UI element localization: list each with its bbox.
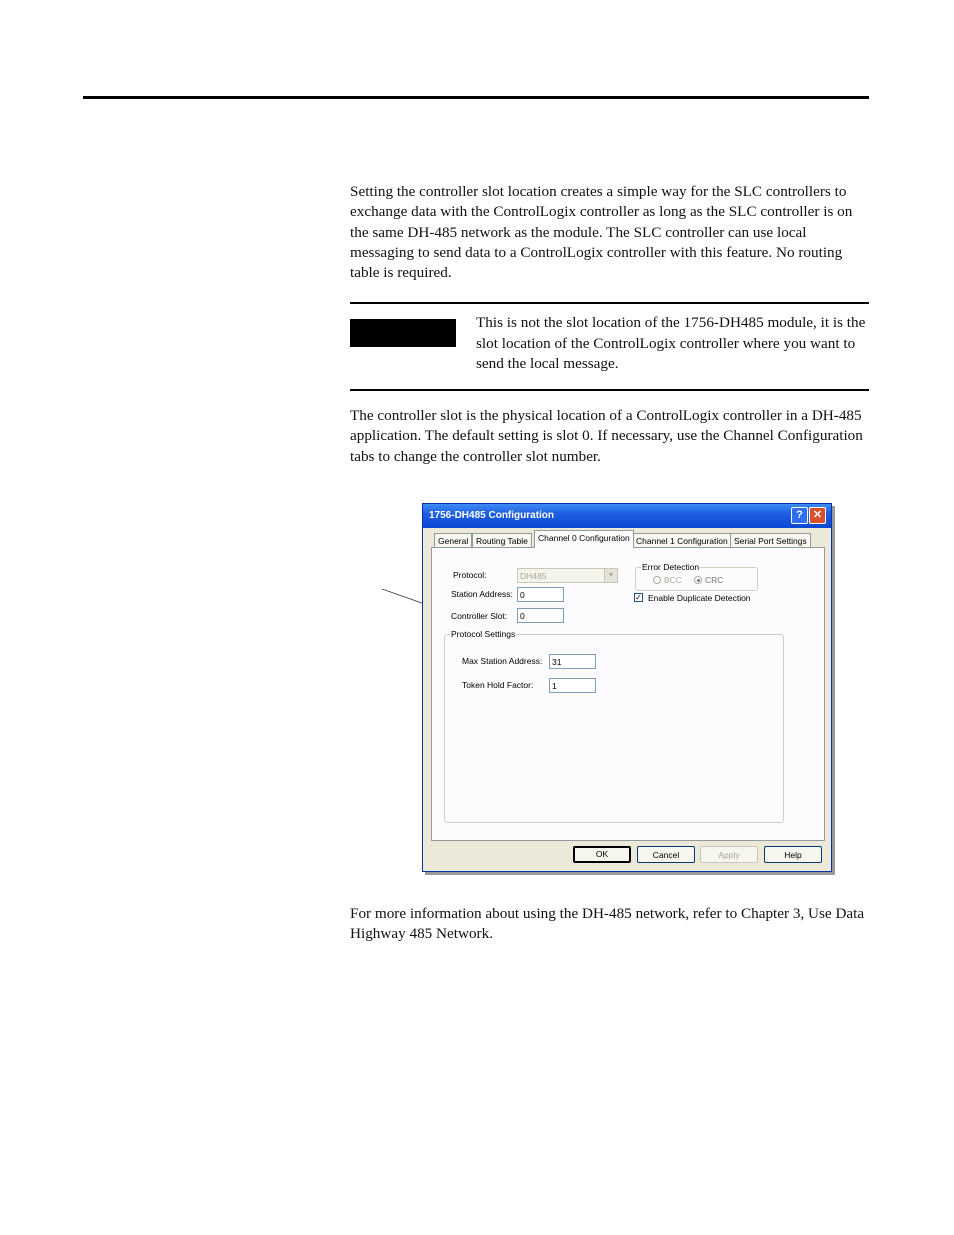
- top-rule: [83, 96, 869, 99]
- tab-routing-table[interactable]: Routing Table: [472, 533, 532, 548]
- tab-general[interactable]: General: [434, 533, 472, 548]
- controller-slot-input[interactable]: 0: [517, 608, 564, 623]
- error-detection-group: [635, 562, 758, 591]
- controller-slot-label: Controller Slot:: [451, 611, 508, 621]
- dialog-titlebar[interactable]: [423, 504, 831, 528]
- ok-button[interactable]: OK: [573, 846, 631, 863]
- max-station-label: Max Station Address:: [462, 656, 543, 666]
- tab-serial-port-settings[interactable]: Serial Port Settings: [730, 533, 811, 548]
- bcc-radio[interactable]: [653, 576, 661, 584]
- tab-channel-0-configuration[interactable]: Channel 0 Configuration: [534, 530, 634, 548]
- enable-duplicate-checkbox[interactable]: ✓: [635, 593, 642, 602]
- max-station-input[interactable]: 31: [549, 654, 596, 669]
- crc-label: CRC: [705, 575, 724, 585]
- station-address-input[interactable]: 0: [517, 587, 564, 602]
- intro-paragraph: Setting the controller slot location creates a simple way for the SLC controllers to exchange data with the ControlLogix controller as long as the SLC controller is on the same DH-485 network as the module. The SLC controller can use local messaging to send data to a ControlLogix controller with this feature. No routing table is required.: [350, 183, 853, 282]
- token-hold-input[interactable]: 1: [549, 678, 596, 693]
- chevron-down-icon[interactable]: ▼: [604, 569, 617, 582]
- bcc-label: BCC: [664, 575, 682, 585]
- important-label-box: [350, 319, 456, 347]
- more-info-paragraph: For more information about using the DH-485 network, refer to Chapter 3, Use Data Highway 485 Network.: [350, 905, 865, 943]
- slot-description-paragraph: The controller slot is the physical location of a ControlLogix controller in a DH-485 application. The default setting is slot 0. If necessary, use the Channel Configuration tabs to change the controller slot number.: [350, 407, 863, 465]
- protocol-value: DH485: [520, 571, 547, 581]
- cancel-button[interactable]: Cancel: [637, 846, 695, 863]
- close-button[interactable]: ✕: [809, 507, 826, 524]
- error-detection-title: Error Detection: [642, 562, 700, 572]
- token-hold-label: Token Hold Factor:: [462, 680, 534, 690]
- apply-button[interactable]: Apply: [700, 846, 758, 863]
- protocol-settings-group: [444, 629, 784, 823]
- important-note-text: This is not the slot location of the 1756-DH485 module, it is the slot location of the ControlLogix controller where you want to send the local message.: [476, 314, 866, 373]
- station-address-label: Station Address:: [451, 589, 513, 599]
- enable-duplicate-label: Enable Duplicate Detection: [648, 593, 751, 603]
- dialog-title: 1756-DH485 Configuration: [429, 510, 555, 521]
- important-note: [350, 302, 869, 391]
- crc-radio[interactable]: [694, 576, 702, 584]
- configuration-dialog: [422, 503, 832, 872]
- protocol-select[interactable]: [517, 568, 618, 583]
- channel-0-panel: [431, 547, 825, 841]
- protocol-settings-title: Protocol Settings: [451, 629, 516, 639]
- tab-channel-1-configuration[interactable]: Channel 1 Configuration: [632, 533, 732, 548]
- help-button[interactable]: Help: [764, 846, 822, 863]
- help-title-button[interactable]: ?: [791, 507, 808, 524]
- protocol-label: Protocol:: [453, 570, 487, 580]
